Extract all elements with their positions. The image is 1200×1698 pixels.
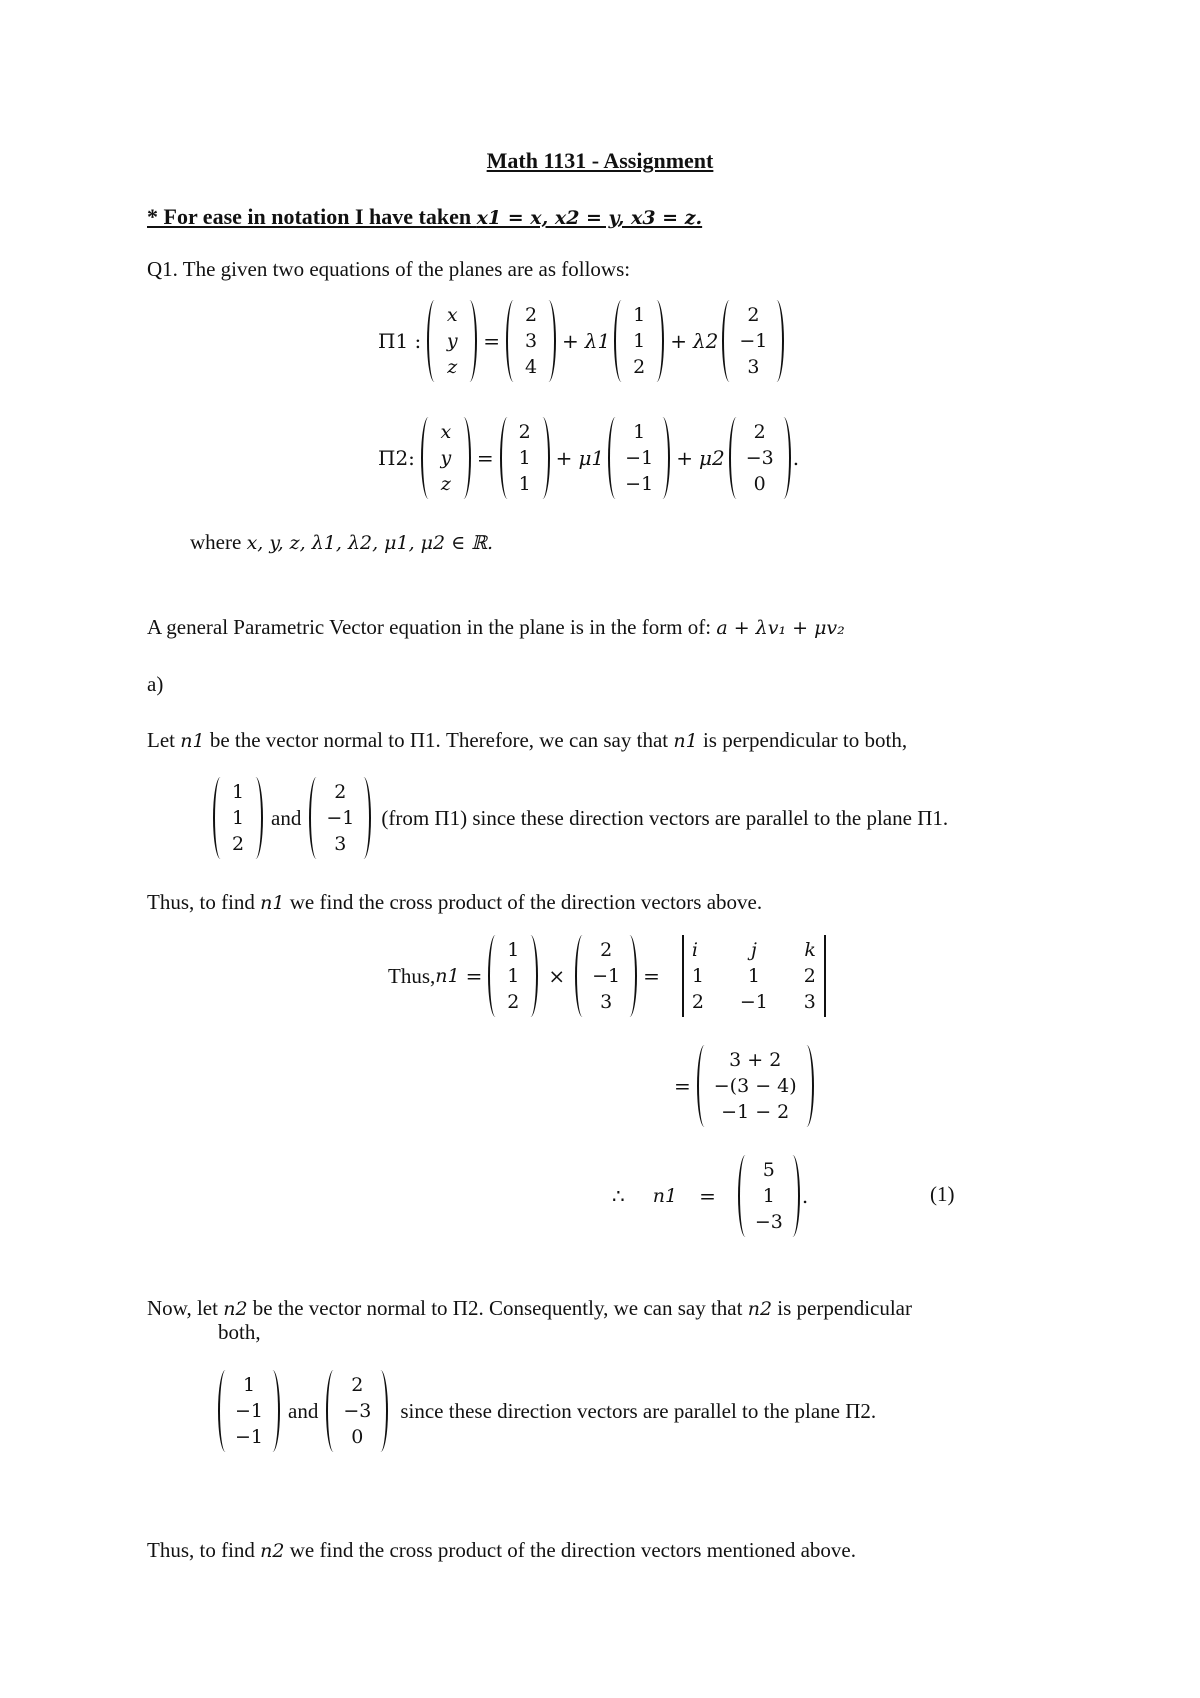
vector-entry: −1 [235,1400,264,1422]
let-n2-line [147,1294,912,1323]
plane1-param1: λ1 [584,329,611,353]
find-n1-line [147,888,762,917]
det-entry: 2 [691,991,704,1013]
perp2-text: since these direction vectors are parallel to the plane Π2. [400,1398,877,1423]
vector-entry: 3 [334,833,347,855]
notation-note [147,203,702,232]
where-math: x, y, z, λ1, λ2, μ1, μ2 ∈ ℝ. [246,532,494,554]
plane1-param2: λ2 [692,329,719,353]
vector-entry: 2 [231,833,245,855]
vector-entry: z [440,473,451,495]
n1-result [612,1155,810,1237]
vector-entry: −1 [625,447,654,469]
plane1-dir1-vector [614,300,664,382]
math-var: n1 [260,892,285,914]
plane1-dir2-vector [722,300,784,382]
perp1-vector-b [309,777,371,859]
part-a-label: a) [147,672,164,696]
plane2-lhs-vector [421,417,471,499]
vector-entry: z [447,356,458,378]
vector-entry: 1 [507,939,520,961]
vector-entry: 3 [747,356,760,378]
vector-entry: 0 [351,1426,364,1448]
det-entry: 3 [803,991,816,1013]
plane2-point-vector [500,417,550,499]
vector-entry: −1 [739,330,768,352]
let-n2-continuation: both, [218,1320,261,1344]
perp1-vector-a [213,777,263,859]
cross1-determinant [678,935,830,1017]
perp2-and: and [288,1398,319,1423]
det-entry: j [750,939,757,961]
cross1-prefix: Thus, [388,963,436,988]
text-run: we find the cross product of the direction vectors above. [284,890,763,914]
vector-entry: −3 [343,1400,372,1422]
vector-entry: 1 [762,1185,775,1207]
vector-entry: 2 [633,356,646,378]
equals-sign: = [643,964,660,988]
math-var: n2 [260,1540,285,1562]
text-run: Now, let [147,1296,224,1320]
text-run: is perpendicular [772,1296,912,1320]
plane2-dir2-vector [729,417,791,499]
perp2-vector-b [326,1370,388,1452]
math-var: n1 [673,730,698,752]
vector-entry: 2 [518,421,531,443]
vector-entry: x [446,304,458,326]
general-form-line [147,613,845,642]
vector-entry: 2 [747,304,760,326]
vector-entry: 1 [507,965,520,987]
n1-result-var: n1 [652,1185,678,1207]
vector-entry: 2 [351,1374,364,1396]
vector-entry: 2 [524,304,538,326]
vector-entry: 3 [600,991,613,1013]
cross1-step [668,1045,814,1127]
equation-ref-1: (1) [930,1182,955,1206]
perp1-line [213,777,948,859]
vector-entry: 2 [507,991,520,1013]
plane2-label: Π2: [378,446,415,470]
text-run: Let [147,728,181,752]
notation-note-text: * For ease in notation I have taken [147,204,477,229]
perp2-vector-a [218,1370,280,1452]
vector-entry: 1 [633,330,646,352]
plane1-label: Π1 : [378,329,422,353]
text-run: Thus, to find [147,890,261,914]
text-run: be the vector normal to Π1. Therefore, we can say that [204,728,674,752]
find-n2-line [147,1536,856,1565]
det-entry: k [804,939,816,961]
vector-entry: 2 [753,421,766,443]
vector-entry: 0 [753,473,766,495]
let-n1-line [147,726,907,755]
vector-entry: 1 [518,447,531,469]
notation-note-math: x1 = x, x2 = y, x3 = z. [476,207,703,229]
math-var: n2 [223,1298,248,1320]
vector-entry: −1 − 2 [721,1101,790,1123]
plane2-param2: μ2 [698,446,725,470]
vector-entry: 5 [762,1159,775,1181]
vector-entry: −1 [235,1426,264,1448]
perp2-line [218,1370,876,1452]
vector-entry: −1 [592,965,621,987]
vector-entry: y [446,330,458,352]
vector-entry: 4 [524,356,538,378]
vector-entry: 1 [633,304,646,326]
cross1-step-vector [697,1045,814,1127]
det-entry: 1 [691,965,704,987]
therefore-sign: ∴ [612,1184,625,1208]
vector-entry: −3 [754,1211,783,1233]
times-sign: × [548,964,566,988]
cross1-vector-b [575,935,637,1017]
vector-entry: 3 [524,330,538,352]
perp1-text: (from Π1) since these direction vectors are parallel to the plane Π1. [381,805,949,830]
plane1-point-vector [506,300,556,382]
period: . [801,1184,809,1208]
general-form-text: A general Parametric Vector equation in the plane is in the form of: [147,615,717,639]
n1-result-vector [738,1155,800,1237]
math-var: n1 [180,730,205,752]
text-run: we find the cross product of the direction vectors mentioned above. [284,1538,856,1562]
det-entry: −1 [739,991,768,1013]
vector-entry: 1 [633,421,646,443]
vector-entry: −3 [745,447,774,469]
equals-sign: = [465,964,483,988]
equals-sign: = [674,1074,691,1098]
plane2-param1: μ1 [578,446,605,470]
vector-entry: −1 [326,807,355,829]
cross1-equation [388,935,830,1017]
det-entry: 1 [747,965,760,987]
plane2-end: . [792,446,800,470]
vector-entry: y [440,447,452,469]
q1-intro: Q1. The given two equations of the planes are as follows: [147,257,631,281]
vector-entry: 1 [518,473,531,495]
cross1-vector-a [488,935,538,1017]
vector-entry: 2 [334,781,347,803]
cross1-var: n1 [435,965,460,987]
plane1-equation: Π1 : x y z = 2 3 4 + λ1 1 1 2 + λ2 2 −1 3 [372,300,784,382]
vector-entry: x [440,421,452,443]
det-entry: 2 [803,965,816,987]
text-run: be the vector normal to Π2. Consequently, we can say that [247,1296,748,1320]
vector-entry: 2 [600,939,613,961]
math-var: n2 [747,1298,773,1320]
text-run: is perpendicular to both, [697,728,908,752]
vector-entry: 1 [242,1374,256,1396]
plane2-dir1-vector [608,417,670,499]
page-title: Math 1131 - Assignment [486,148,714,173]
where-line [190,528,493,557]
vector-entry: 1 [231,807,245,829]
perp1-and: and [271,805,302,830]
plane2-equation: Π2: x y z = 2 1 1 + μ1 1 −1 −1 + μ2 2 −3 0 . [372,417,801,499]
vector-entry: 1 [231,781,245,803]
equals-sign: = [699,1184,716,1208]
vector-entry: −1 [625,473,654,495]
where-text: where [190,530,247,554]
text-run: Thus, to find [147,1538,261,1562]
plane1-lhs-vector [427,300,477,382]
general-form-math: a + λv₁ + μv₂ [716,617,845,639]
det-entry: i [691,939,698,961]
vector-entry: −(3 − 4) [713,1075,797,1097]
vector-entry: 3 + 2 [729,1049,782,1071]
